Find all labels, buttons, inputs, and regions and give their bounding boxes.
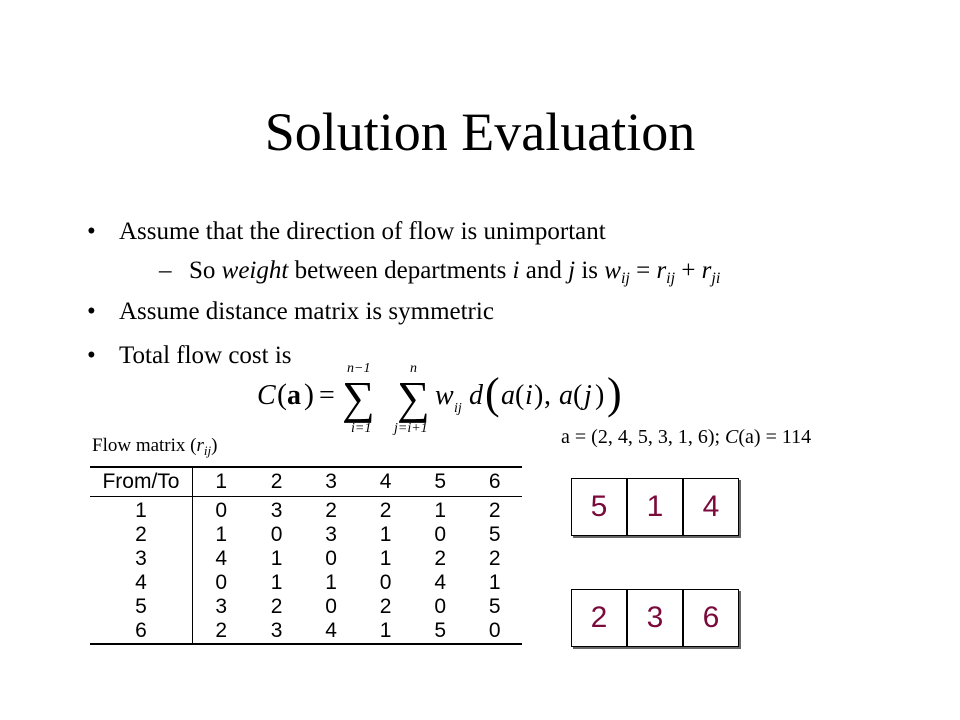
table-cell: 3: [249, 619, 304, 644]
column-header: 6: [467, 467, 522, 497]
row-header: 6: [90, 619, 193, 644]
department-box: 3: [627, 589, 683, 647]
table-cell: 1: [379, 547, 392, 570]
table-cell: 0: [270, 523, 283, 546]
department-box: 5: [571, 478, 627, 536]
table-cell: 0: [325, 595, 337, 618]
table-cell: 1: [488, 571, 501, 594]
table-cell: 0: [325, 547, 337, 570]
formula-paren: ): [304, 378, 314, 411]
table-cell: 1: [215, 523, 228, 546]
table-cell: 3: [270, 499, 283, 522]
formula-big-paren: ): [607, 369, 622, 418]
formula-j: j: [584, 380, 592, 411]
formula-d: d: [469, 380, 483, 411]
row-header: 1: [90, 497, 193, 524]
formula-a-bold: a: [287, 380, 301, 411]
table-cell: 4: [434, 571, 446, 594]
table-cell: 1: [270, 547, 283, 570]
flow-matrix-caption: Flow matrix $(r_{ij})$: [92, 435, 218, 458]
bullet-dot: •: [87, 342, 96, 369]
formula-paren: ): [595, 380, 605, 411]
flow-matrix-table: [90, 466, 522, 645]
bullet-dot: •: [87, 218, 96, 245]
table-cell: 0: [434, 595, 446, 618]
formula-i: i: [525, 380, 533, 411]
outer-sum-lower: i=1: [351, 421, 372, 436]
table-cell: 2: [325, 499, 337, 522]
table-cell: 0: [434, 523, 446, 546]
formula-a2: a: [559, 380, 573, 411]
outer-sum-upper: n−1: [347, 361, 371, 376]
table-cell: 2: [270, 595, 283, 618]
table-cell: 5: [488, 523, 501, 546]
row-header: 4: [90, 571, 193, 595]
bullet-1-text: Assume that the direction of flow is unimportant: [119, 218, 606, 245]
table-cell: 5: [488, 595, 501, 618]
table-row: [90, 547, 522, 571]
column-header: 5: [413, 467, 468, 497]
department-box: 2: [571, 589, 627, 647]
assignment-caption: a = (2, 4, 5, 3, 1, 6); C(a) = 114: [561, 426, 812, 448]
formula-C: C: [257, 380, 276, 411]
formula-paren: ): [534, 380, 544, 411]
inner-sum-sigma: ∑: [397, 372, 430, 423]
table-cell: 1: [270, 571, 283, 594]
department-box: 4: [683, 478, 739, 536]
formula-comma: ,: [544, 380, 551, 411]
table-cell: 4: [215, 547, 228, 570]
table-cell: 0: [467, 619, 522, 644]
bullet-dot: •: [87, 298, 96, 325]
bullet-3-text: Total flow cost is: [119, 342, 292, 369]
dash-icon: –: [159, 257, 172, 284]
table-row: [90, 497, 522, 524]
department-box: 1: [627, 478, 683, 536]
column-header: 1: [193, 467, 250, 497]
table-row: [90, 523, 522, 547]
table-cell: 5: [413, 619, 468, 644]
table-cell: 4: [304, 619, 359, 644]
table-cell: 2: [379, 595, 392, 618]
formula-paren: (: [573, 380, 583, 411]
table-cell: 2: [379, 499, 392, 522]
table-cell: 2: [488, 547, 501, 570]
inner-sum-lower: j=i+1: [394, 421, 428, 436]
formula-big-paren: (: [485, 369, 500, 418]
table-cell: 1: [358, 619, 413, 644]
table-cell: 0: [215, 499, 228, 522]
table-cell: 0: [215, 571, 228, 594]
table-cell: 2: [193, 619, 250, 644]
inner-sum-upper: n: [410, 361, 417, 376]
row-header: 5: [90, 595, 193, 619]
table-cell: 3: [325, 523, 337, 546]
row-header: 3: [90, 547, 193, 571]
slide-title: Solution Evaluation: [264, 102, 696, 162]
column-header: 3: [304, 467, 359, 497]
table-header-row: [90, 467, 522, 497]
column-header: 4: [358, 467, 413, 497]
table-cell: 2: [488, 499, 501, 522]
table-cell: 1: [379, 523, 392, 546]
table-row: [90, 595, 522, 619]
table-cell: 3: [215, 595, 228, 618]
table-row: [90, 619, 522, 644]
outer-sum-sigma: ∑: [342, 372, 375, 423]
column-header: 2: [249, 467, 304, 497]
formula-w-sub: ij: [454, 401, 462, 416]
bullet-2-text: Assume distance matrix is symmetric: [119, 298, 494, 325]
sub-bullet-1: – So weight between departments i and j is $w_{ij} = r_{ij} + r_{ji}$: [159, 257, 721, 287]
table-cell: 0: [379, 571, 392, 594]
formula-w: w: [435, 380, 454, 411]
table-cell: 2: [434, 547, 446, 570]
table-cell: 1: [434, 499, 446, 522]
formula-a1: a: [501, 380, 515, 411]
row-header: 2: [90, 523, 193, 547]
table-cell: 1: [325, 571, 337, 594]
department-box: 6: [683, 589, 739, 647]
formula-paren: (: [277, 378, 287, 411]
table-corner-header: From/To: [90, 467, 193, 497]
formula-paren: (: [515, 380, 525, 411]
formula-equals: =: [319, 380, 335, 411]
table-row: [90, 571, 522, 595]
